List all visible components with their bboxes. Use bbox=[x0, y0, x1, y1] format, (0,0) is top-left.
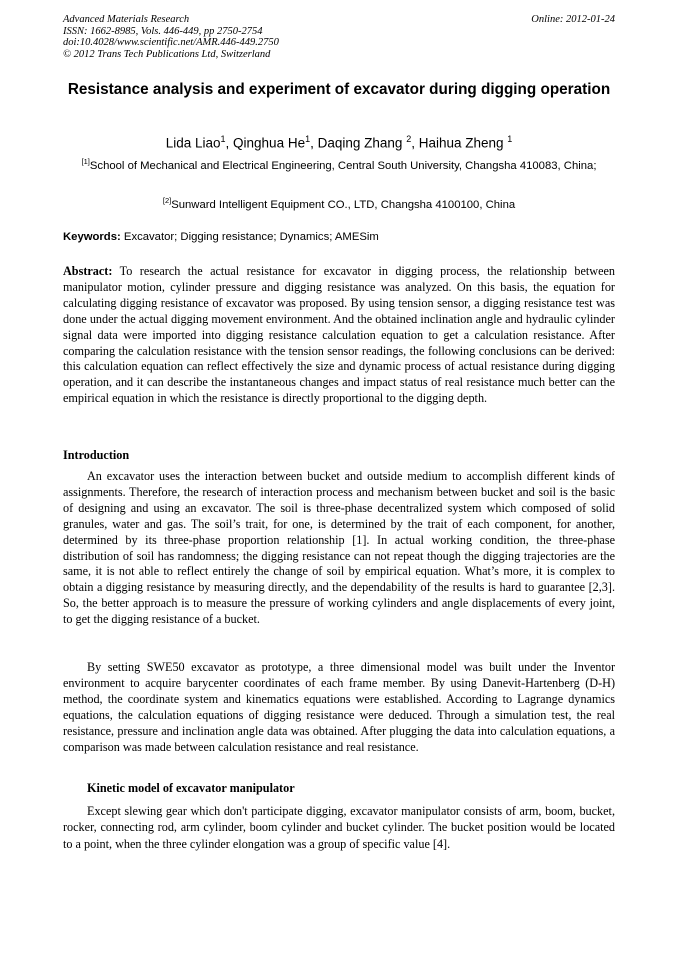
introduction-paragraph-1: An excavator uses the interaction between bucket and outside medium to accomplish different kinds of assignments. Therefore, the research of interaction process and mechanism between bucket and soil is the basic of designing and using an excavator. The soil is three-phase decentralized system which composed of solid granules, water and gas. The soil’s trait, for one, is determined by the trait of each component, for another, determined by its three-phase proportion relationship [1]. In actual working condition, the three-phase distribution of soil has randomness; the digging resistance can not repeat though the digging trajectories are the same, it is not able to reflect entirely the change of soil by empirical equation. What’s more, it is complex to obtain a digging resistance by measuring directly, and the dependability of the results is hard to guarantee [2,3]. So, the better approach is to measure the pressure of working cylinders and angle displacements of every joint, to get the digging resistance of a bucket. bbox=[63, 469, 615, 627]
copyright-line: © 2012 Trans Tech Publications Ltd, Switzerland bbox=[63, 48, 271, 60]
affiliation-2 bbox=[63, 193, 615, 213]
author-name: Daqing Zhang bbox=[317, 135, 407, 151]
author-name: Qinghua He bbox=[233, 135, 306, 151]
issn-line: ISSN: 1662-8985, Vols. 446-449, pp 2750-2754 bbox=[63, 25, 263, 37]
affiliation-mark: [1] bbox=[81, 157, 90, 166]
author-affiliation-mark: 1 bbox=[507, 134, 513, 144]
abstract-text: To research the actual resistance for excavator in digging process, the relationship between manipulator motion, cylinder pressure and digging resistance was analyzed. On this basis, the equation for calculating digging resistance of excavator was proposed. By using tension sensor, a digging resistance test was done under the actual digging movement environment. And the obtained inclination angle and hydraulic cylinder signal data were imported into digging resistance calculation equation to get a calculation resistance. After comparing the calculation resistance with the tension sensor readings, the following conclusions can be derived: this calculation equation can reflect effectively the size and dynamic process of actual resistance during digging operation, and it can describe the instantaneous changes and impact status of real resistance much better can the empirical equation in which the resistance is directly proportional to the digging depth. bbox=[63, 264, 616, 406]
online-date: Online: 2012-01-24 bbox=[531, 14, 615, 25]
kinetic-model-heading: Kinetic model of excavator manipulator bbox=[87, 781, 295, 795]
author-affiliation-mark: 1 bbox=[305, 134, 311, 144]
author-affiliation-mark: 2 bbox=[406, 134, 412, 144]
affiliation-1 bbox=[63, 154, 615, 174]
author-name: Lida Liao bbox=[165, 135, 221, 151]
affiliation-text: School of Mechanical and Electrical Engineering, Central South University, Changsha 410083, China; bbox=[89, 159, 597, 172]
affiliation-mark: [2] bbox=[162, 196, 172, 205]
doi-line: doi:10.4028/www.scientific.net/AMR.446-449.2750 bbox=[63, 37, 279, 48]
introduction-paragraph-2: By setting SWE50 excavator as prototype, a three dimensional model was built under the Inventor environment to acquire barycenter coordinates of each frame member. By using Danevit-Hartenberg (D-H) method, the coordinate system and kinematics equations were established. According to Lagrange dynamics equations, the calculation equations of digging resistance were deduced. Through a simulation test, the real resistance, pressure and inclination angle data was obtained. After plugging the data into calculation equations, a comparison was made between calculation resistance and real resistance. bbox=[63, 660, 615, 754]
keywords bbox=[63, 229, 615, 245]
keywords-text: Excavator; Digging resistance; Dynamics; AMESim bbox=[123, 231, 379, 243]
paper-title: Resistance analysis and experiment of excavator during digging operation bbox=[67, 81, 611, 98]
kinetic-model-paragraph: Except slewing gear which don't participate digging, excavator manipulator consists of arm, boom, bucket, rocker, connecting rod, arm cylinder, boom cylinder and bucket cylinder. The bucket position would be located to a point, when the three cylinder elongation was a group of specific value [4]. bbox=[63, 804, 615, 851]
publication-header bbox=[63, 14, 615, 60]
author-list: Lida Liao$^1$, Qinghua He$^1$, Daqing Zhang $^2$, Haihua Zheng $^1$ bbox=[165, 134, 513, 151]
abstract bbox=[63, 264, 615, 407]
keywords-label: Keywords: bbox=[63, 231, 121, 243]
introduction-heading: Introduction bbox=[63, 448, 130, 462]
author-name: Haihua Zheng bbox=[418, 135, 508, 151]
abstract-label: Abstract: bbox=[63, 264, 113, 278]
journal-name: Advanced Materials Research bbox=[63, 14, 190, 25]
author-affiliation-mark: 1 bbox=[220, 134, 226, 144]
affiliation-text: Sunward Intelligent Equipment CO., LTD, Changsha 4100100, China bbox=[171, 198, 516, 211]
